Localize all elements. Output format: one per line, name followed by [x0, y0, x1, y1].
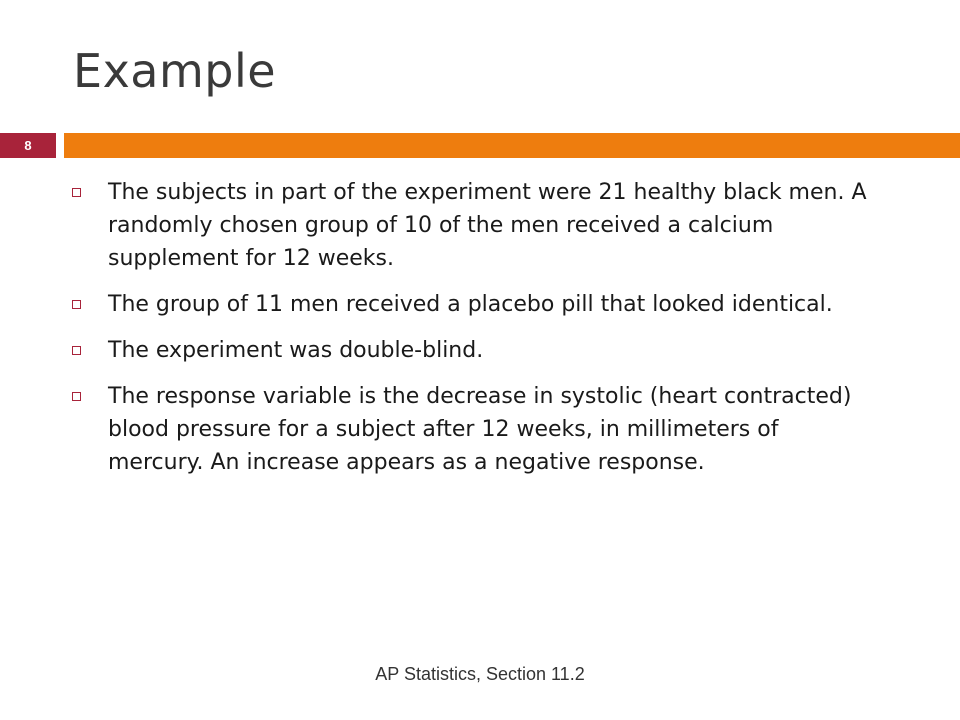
bullet-item	[70, 288, 880, 321]
bullet-item	[70, 334, 880, 367]
slide-title: Example	[73, 44, 277, 98]
bullet-text: The response variable is the decrease in systolic (heart contracted) blood pressure for a subject after 12 weeks, in millimeters of mercury. An increase appears as a negative response.	[108, 384, 852, 475]
accent-bar	[64, 133, 960, 158]
bullet-text: The experiment was double-blind.	[108, 338, 484, 363]
square-bullet-icon	[72, 346, 81, 355]
square-bullet-icon	[72, 300, 81, 309]
bullet-text: The group of 11 men received a placebo pill that looked identical.	[108, 292, 833, 317]
square-bullet-icon	[72, 392, 81, 401]
square-bullet-icon	[72, 188, 81, 197]
slide-footer: AP Statistics, Section 11.2	[375, 664, 585, 684]
bullet-text: The subjects in part of the experiment were 21 healthy black men. A randomly chosen group of 10 of the men received a calcium supplement for 12 weeks.	[108, 180, 867, 271]
slide-number-badge: 8	[0, 133, 56, 158]
bullet-item	[70, 176, 880, 275]
bullet-item	[70, 380, 880, 479]
bullet-list	[70, 176, 880, 492]
